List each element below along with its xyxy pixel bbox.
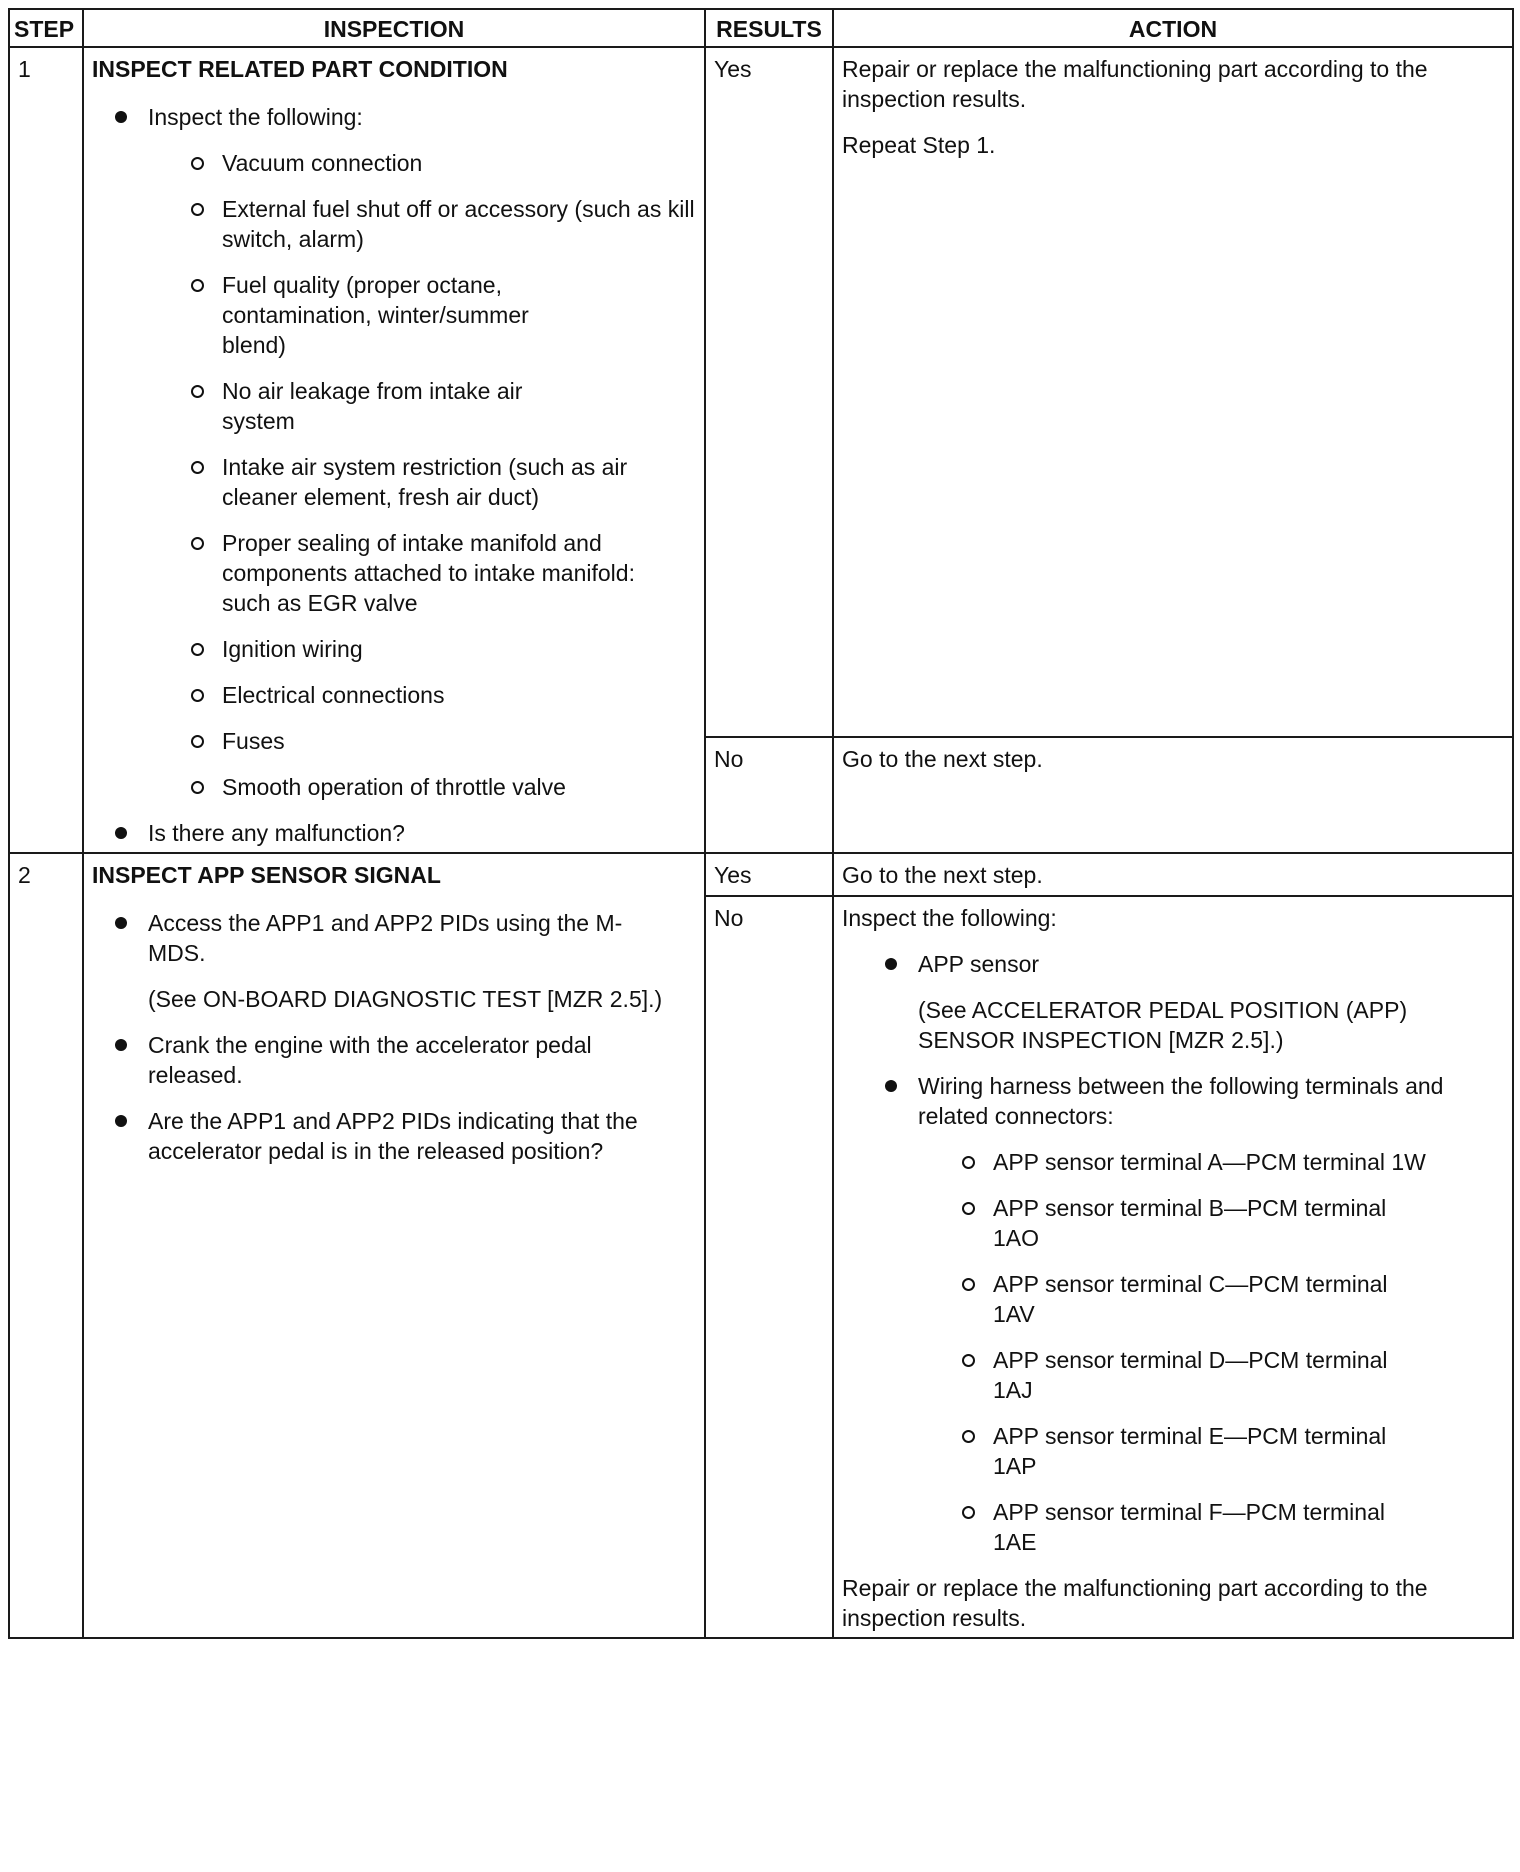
step2-no-intro: Inspect the following: (842, 905, 1057, 931)
step2-yes-action: Go to the next step. (833, 853, 1513, 896)
list-item: Electrical connections (222, 680, 696, 710)
step1-yes-repeat: Repeat Step 1. (842, 132, 996, 158)
header-step: STEP (9, 9, 83, 47)
list-item: APP sensor terminal A—PCM terminal 1W (993, 1147, 1433, 1177)
step2-bullet (148, 1106, 666, 1166)
step2-bullets (92, 908, 666, 1166)
step1-bullet (148, 102, 696, 802)
step1-bullet (148, 818, 696, 848)
step1-title: INSPECT RELATED PART CONDITION (92, 56, 508, 82)
list-item: APP sensor terminal D—PCM terminal 1AJ (993, 1345, 1433, 1405)
list-item: No air leakage from intake air system (222, 376, 582, 436)
list-item: Smooth operation of throttle valve (222, 772, 696, 802)
step1-items (148, 148, 696, 802)
step1-yes-action-text: Repair or replace the malfunctioning part according to the inspection results. (842, 56, 1428, 112)
header-results: RESULTS (705, 9, 833, 47)
step2-bullet (148, 1030, 666, 1090)
step1-number: 1 (9, 47, 83, 853)
list-item: External fuel shut off or accessory (such as kill switch, alarm) (222, 196, 695, 252)
step2-no-bullet-text: Wiring harness between the following terminals and related connectors: (918, 1073, 1444, 1129)
list-item: APP sensor terminal F—PCM terminal 1AE (993, 1497, 1433, 1557)
step1-question: Is there any malfunction? (148, 820, 405, 846)
step1-no: No (705, 737, 833, 853)
step2-yes-row (9, 853, 1513, 896)
header-inspection: INSPECTION (83, 9, 705, 47)
list-item: Fuses (222, 726, 696, 756)
list-item: APP sensor terminal E—PCM terminal 1AP (993, 1421, 1433, 1481)
list-item: Fuel quality (proper octane, contamination, winter/summer blend) (222, 270, 582, 360)
header-action: ACTION (833, 9, 1513, 47)
step2-bullet (148, 908, 666, 1014)
list-item: APP sensor terminal B—PCM terminal 1AO (993, 1193, 1433, 1253)
step2-inspection (83, 853, 705, 1638)
list-item: Intake air system restriction (such as air cleaner element, fresh air duct) (222, 452, 642, 512)
step2-no-action (833, 896, 1513, 1638)
list-item: Vacuum connection (222, 148, 696, 178)
step2-no-bullet (918, 1071, 1504, 1557)
step2-number: 2 (9, 853, 83, 1638)
list-item: APP sensor terminal C—PCM terminal 1AV (993, 1269, 1433, 1329)
list-item: Ignition wiring (222, 634, 696, 664)
step2-bullet-text: Access the APP1 and APP2 PIDs using the M-MDS. (148, 910, 623, 966)
step2-no-final: Repair or replace the malfunctioning part according to the inspection results. (842, 1575, 1428, 1631)
step1-inspection (83, 47, 705, 853)
step1-no-action: Go to the next step. (833, 737, 1513, 853)
step2-bullet-text: Crank the engine with the accelerator pedal released. (148, 1032, 592, 1088)
diagnostic-table (8, 8, 1514, 1639)
step2-no-bullets (842, 949, 1504, 1557)
step2-no: No (705, 896, 833, 1638)
step2-no-bullet-ref: (See ACCELERATOR PEDAL POSITION (APP) SENSOR INSPECTION [MZR 2.5].) (918, 997, 1408, 1053)
step2-no-bullet-text: APP sensor (918, 951, 1040, 977)
step1-yes-action (833, 47, 1513, 737)
step2-terminals (918, 1147, 1464, 1557)
step1-yes-row (9, 47, 1513, 737)
step1-bullet-text: Inspect the following: (148, 104, 363, 130)
step1-bullets (92, 102, 696, 848)
step2-question: Are the APP1 and APP2 PIDs indicating that the accelerator pedal is in the released position? (148, 1108, 638, 1164)
step2-yes: Yes (705, 853, 833, 896)
list-item: Proper sealing of intake manifold and components attached to intake manifold: such as EGR valve (222, 528, 642, 618)
step2-no-bullet (918, 949, 1504, 1055)
header-row (9, 9, 1513, 47)
step2-title: INSPECT APP SENSOR SIGNAL (92, 862, 441, 888)
step1-yes: Yes (705, 47, 833, 737)
step2-bullet-ref: (See ON-BOARD DIAGNOSTIC TEST [MZR 2.5].) (148, 986, 663, 1012)
